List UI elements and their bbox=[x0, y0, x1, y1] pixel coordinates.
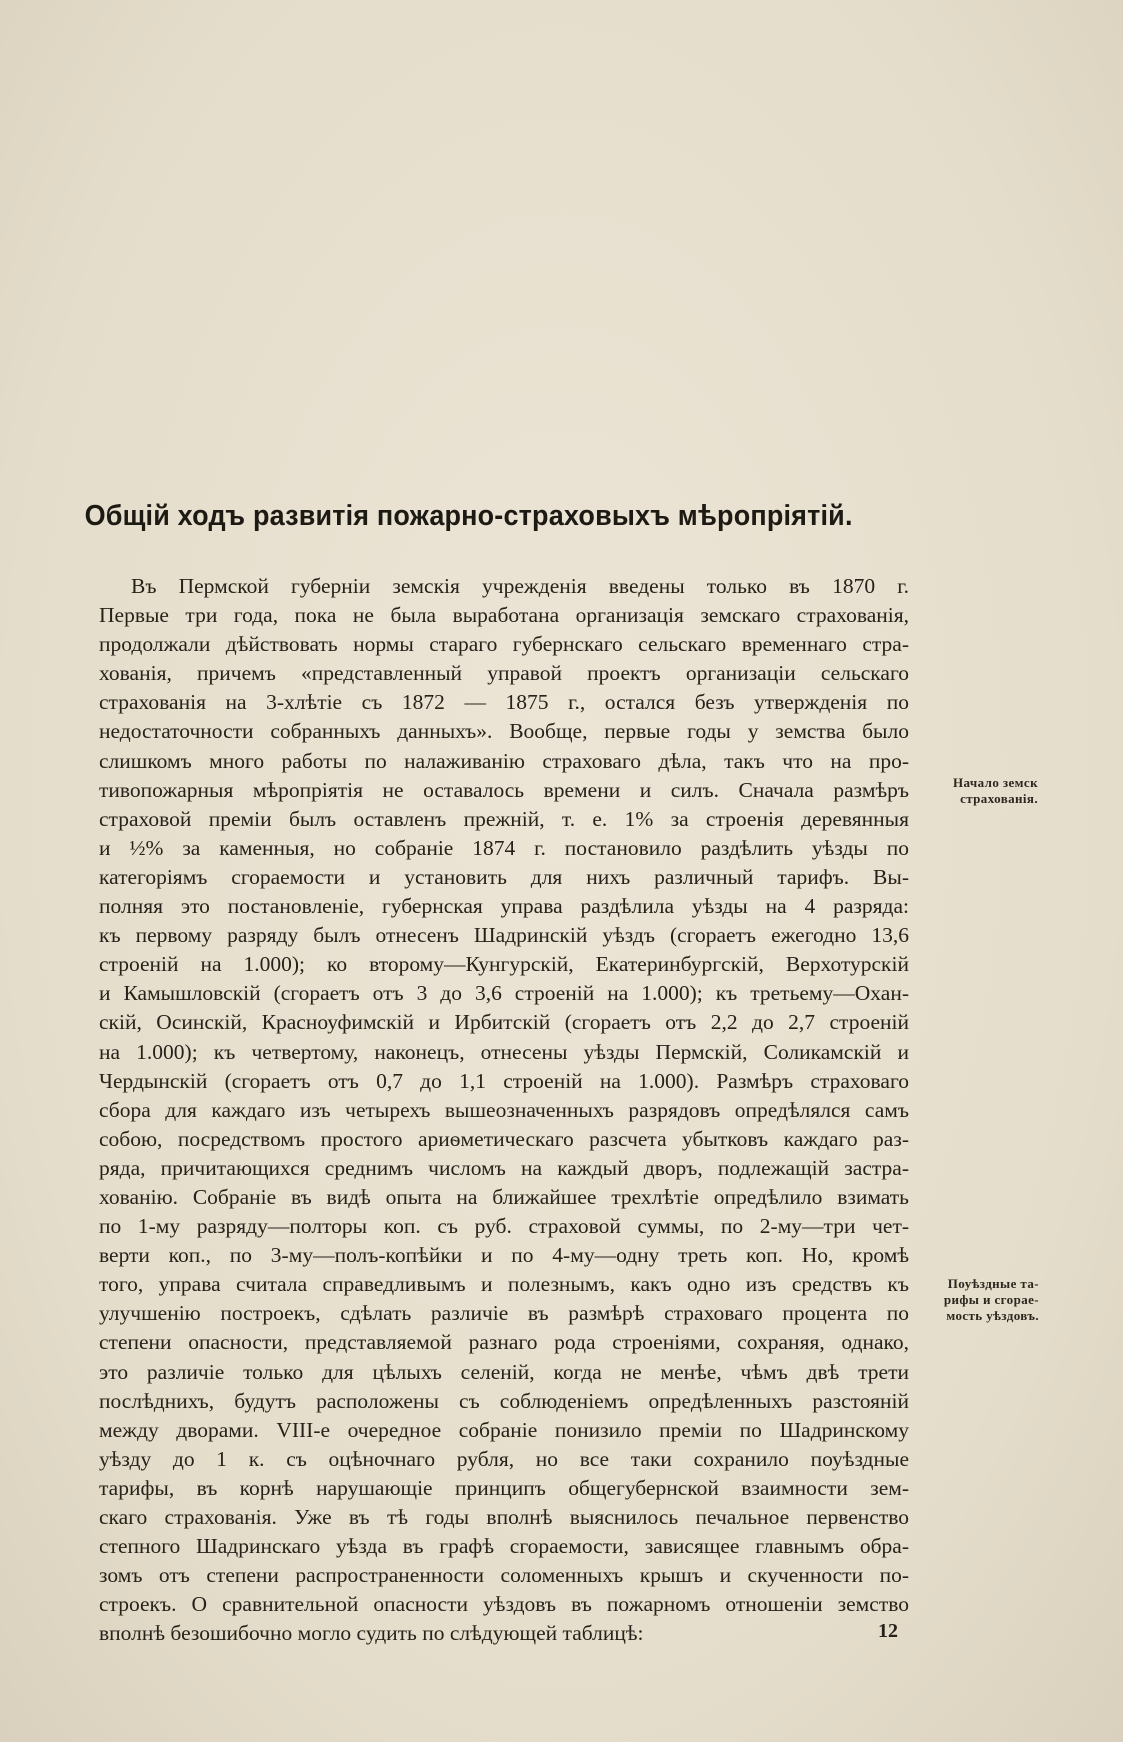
text-line: недостаточности собранныхъ данныхъ». Вообще, первые годы у земства было bbox=[99, 719, 909, 744]
margin-note-line: страхованія. bbox=[960, 791, 1038, 806]
text-line: и ½% за каменныя, но собраніе 1874 г. постановило раздѣлить уѣзды по bbox=[99, 835, 909, 860]
text-line: между дворами. VIII-е очередное собраніе понизило преміи по Шадринскому bbox=[99, 1417, 909, 1442]
text-line: категоріямъ сгораемости и установить для нихъ различный тарифъ. Вы- bbox=[99, 864, 909, 889]
text-line: собою, посредствомъ простого ариѳметическаго разсчета убытковъ каждаго раз- bbox=[99, 1126, 909, 1151]
text-line: Въ Пермской губерніи земскія учрежденія введены только въ 1870 г. bbox=[131, 574, 909, 598]
text-line: ряда, причитающихся среднимъ числомъ на каждый дворъ, подлежащій застра- bbox=[99, 1155, 909, 1180]
text-line: страховой преміи былъ оставленъ прежній, т. е. 1% за строенія деревянныя bbox=[99, 806, 909, 831]
text-line: послѣднихъ, будутъ расположены съ соблюденіемъ опредѣленныхъ разстояній bbox=[99, 1388, 909, 1413]
text-line: тивопожарныя мѣропріятія не оставалось времени и силъ. Сначала размѣръ bbox=[99, 777, 909, 802]
text-line: страхованія на 3-хлѣтіе съ 1872 — 1875 г., остался безъ утвержденія по bbox=[99, 690, 909, 715]
text-line: того, управа считала справедливымъ и полезнымъ, какъ одно изъ средствъ къ bbox=[99, 1272, 909, 1297]
text-line: слишкомъ много работы по налаживанію страховаго дѣла, такъ что на про- bbox=[99, 748, 909, 773]
text-line: верти коп., по 3-му—полъ-копѣйки и по 4-му—одну треть коп. Но, кромѣ bbox=[99, 1243, 909, 1268]
text-line: полняя это постановленіе, губернская управа раздѣлила уѣзды на 4 разряда: bbox=[99, 894, 909, 919]
text-line: строеній на 1.000); ко второму—Кунгурскій, Екатеринбургскій, Верхотурскій bbox=[99, 952, 909, 977]
text-line: продолжали дѣйствовать нормы стараго губернскаго сельскаго временнаго стра- bbox=[99, 632, 909, 657]
section-title: Общій ходъ развитія пожарно-страховыхъ мѣропріятій. bbox=[84, 500, 853, 532]
text-line: скаго страхованія. Уже въ тѣ годы вполнѣ выяснилось печальное первенство bbox=[99, 1505, 909, 1529]
text-line: это различіе только для цѣлыхъ селеній, когда не менѣе, чѣмъ двѣ трети bbox=[99, 1359, 909, 1384]
text-line: зомъ отъ степени распространенности соломенныхъ крышъ и скученности по- bbox=[99, 1563, 909, 1588]
paragraph bbox=[99, 572, 909, 1648]
text-line: по 1-му разряду—полторы коп. съ руб. страховой суммы, по 2-му—три чет- bbox=[99, 1214, 909, 1239]
text-line: хованія, причемъ «представленный управой проектъ организаціи сельскаго bbox=[99, 661, 909, 686]
text-line: Первые три года, пока не была выработана организація земскаго страхованія, bbox=[99, 603, 909, 628]
text-line: вполнѣ безошибочно могло судить по слѣдующей таблицѣ: bbox=[99, 1621, 644, 1646]
margin-note-line: Поуѣздные та- bbox=[947, 1276, 1039, 1291]
text-line: улучшенію построекъ, сдѣлать различіе въ размѣрѣ страховаго процента по bbox=[99, 1301, 909, 1326]
margin-note bbox=[907, 1276, 1039, 1324]
text-line: строекъ. О сравнительной опасности уѣздовъ въ пожарномъ отношеніи земство bbox=[99, 1592, 909, 1617]
text-line: къ первому разряду былъ отнесенъ Шадринскій уѣздъ (сгораетъ ежегодно 13,6 bbox=[99, 923, 909, 948]
margin-note-line: Начало земск bbox=[953, 775, 1038, 790]
text-line: Чердынскій (сгораетъ отъ 0,7 до 1,1 строеній на 1.000). Размѣръ страховаго bbox=[99, 1068, 909, 1093]
margin-note-line: рифы и сгорае- bbox=[943, 1292, 1039, 1307]
page-number: 12 bbox=[878, 1620, 898, 1642]
margin-note bbox=[912, 775, 1038, 807]
text-line: степного Шадринскаго уѣзда въ графѣ сгораемости, зависящее главнымъ обра- bbox=[99, 1534, 909, 1559]
text-line: скій, Осинскій, Красноуфимскій и Ирбитскій (сгораетъ отъ 2,2 до 2,7 строеній bbox=[99, 1010, 909, 1035]
text-line: и Камышловскій (сгораетъ отъ 3 до 3,6 строеній на 1.000); къ третьему—Охан- bbox=[99, 981, 909, 1006]
text-line: тарифы, въ корнѣ нарушающіе принципъ общегубернской взаимности зем- bbox=[99, 1475, 909, 1500]
margin-note-line: мость уѣздовъ. bbox=[946, 1308, 1039, 1323]
text-line: хованію. Собраніе въ видѣ опыта на ближайшее трехлѣтіе опредѣлило взимать bbox=[99, 1184, 909, 1209]
text-line: на 1.000); къ четвертому, наконецъ, отнесены уѣзды Пермскій, Соликамскій и bbox=[99, 1039, 909, 1064]
text-line: сбора для каждаго изъ четырехъ вышеозначенныхъ разрядовъ опредѣлялся самъ bbox=[99, 1097, 909, 1122]
text-line: уѣзду до 1 к. съ оцѣночнаго рубля, но все таки сохранило поуѣздные bbox=[99, 1446, 909, 1471]
text-line: степени опасности, представляемой разнаго рода строеніями, сохраняя, однако, bbox=[99, 1330, 909, 1355]
